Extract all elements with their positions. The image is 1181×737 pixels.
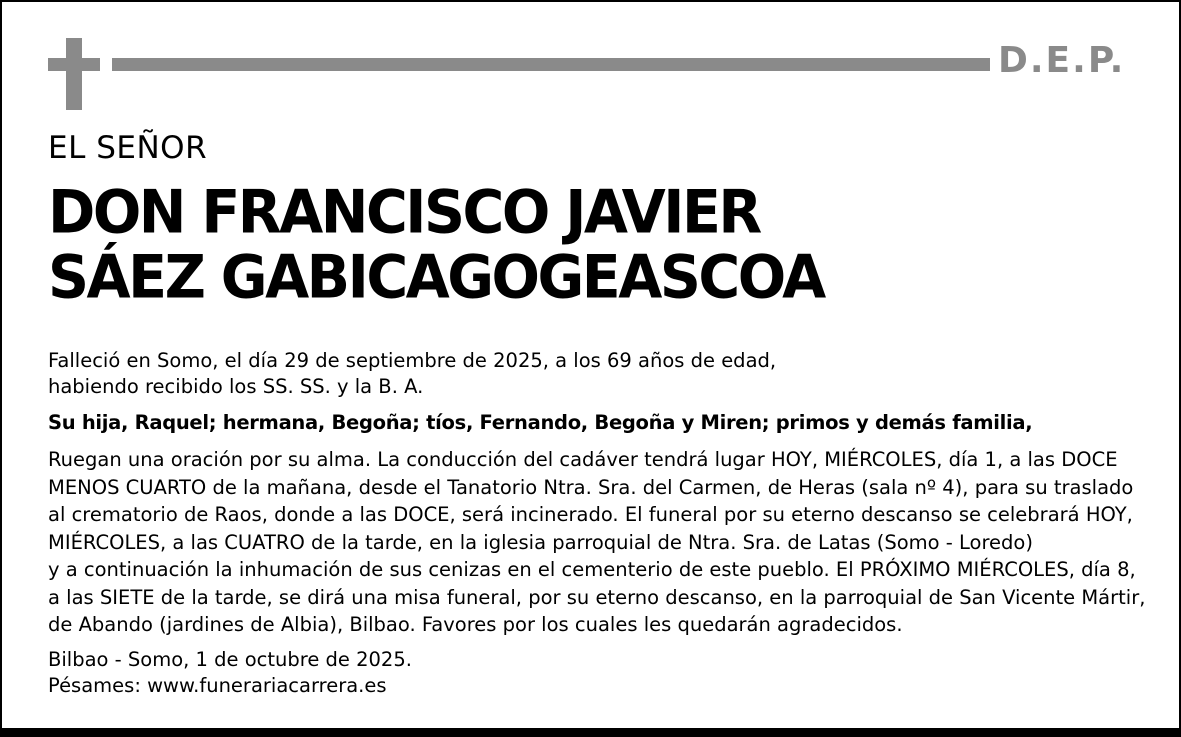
header-rule xyxy=(112,58,990,71)
death-info-line-2: habiendo recibido los SS. SS. y la B. A. xyxy=(48,375,424,398)
family-line: Su hija, Raquel; hermana, Begoña; tíos, Fernando, Begoña y Miren; primos y demás familia, xyxy=(48,411,1033,434)
ceremony-line: MIÉRCOLES, a las CUATRO de la tarde, en la iglesia parroquial de Ntra. Sra. de Latas (Somo - Loredo) xyxy=(48,530,1033,554)
footer xyxy=(48,647,412,699)
death-info-line-1: Falleció en Somo, el día 29 de septiembre de 2025, a los 69 años de edad, xyxy=(48,349,777,372)
cross-icon xyxy=(48,38,100,110)
ceremony-line: MENOS CUARTO de la mañana, desde el Tanatorio Ntra. Sra. del Carmen, de Heras (sala nº 4), para su traslado xyxy=(48,475,1134,499)
ceremony-line: Ruegan una oración por su alma. La conducción del cadáver tendrá lugar HOY, MIÉRCOLES, día 1, a las DOCE xyxy=(48,448,1118,471)
ceremony-line: y a continuación la inhumación de sus cenizas en el cementerio de este pueblo. El PRÓXIMO MIÉRCOLES, día 8, xyxy=(48,558,1136,581)
ceremony-line: al crematorio de Raos, donde a las DOCE, será incinerado. El funeral por su eterno descanso se celebrará HOY, xyxy=(48,503,1133,526)
place-date: Bilbao - Somo, 1 de octubre de 2025. xyxy=(48,648,412,671)
ceremony-paragraph xyxy=(48,446,1146,639)
deceased-name xyxy=(48,177,824,313)
condolences-link[interactable]: Pésames: www.funerariacarrera.es xyxy=(48,674,387,697)
death-info xyxy=(48,348,776,400)
ceremony-line: de Abando (jardines de Albia), Bilbao. Favores por los cuales les quedarán agradecidos. xyxy=(48,613,903,636)
ceremony-line: a las SIETE de la tarde, se dirá una misa funeral, por su eterno descanso, en la parroquial de San Vicente Mártir, xyxy=(48,585,1146,609)
deceased-name-line-2: SÁEZ GABICAGOGEASCOA xyxy=(48,243,824,313)
dep-label: D.E.P. xyxy=(998,40,1126,81)
honorific-title: EL SEÑOR xyxy=(48,130,208,166)
deceased-name-line-1: DON FRANCISCO JAVIER xyxy=(48,177,760,248)
